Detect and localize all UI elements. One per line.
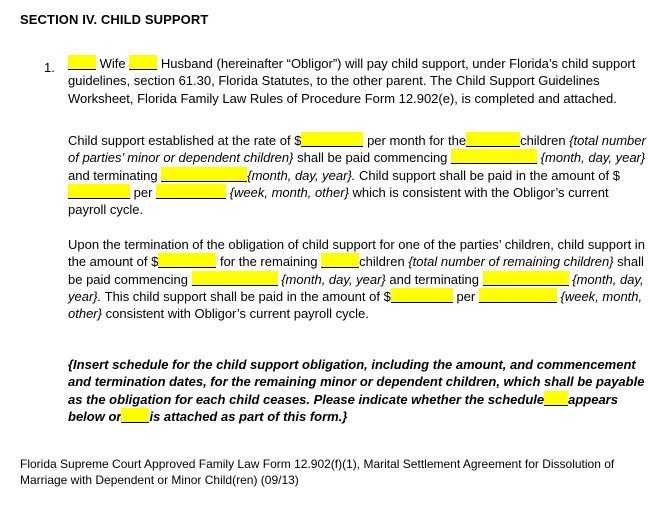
period-field[interactable] (156, 184, 226, 199)
paragraph-remaining-children (68, 236, 648, 322)
form-footer: Florida Supreme Court Approved Family Law Form 12.902(f)(1), Marital Settlement Agreement for Dissolution of Marriage with Dependent or Minor Child(ren) (09/13) (20, 457, 615, 487)
remaining-per-text: per (456, 288, 476, 304)
item-number: 1. (44, 60, 55, 75)
section-heading: SECTION IV. CHILD SUPPORT (20, 12, 209, 27)
commencing-date-field[interactable] (451, 149, 537, 164)
wife-checkbox-blank[interactable] (68, 55, 96, 70)
per-text: per (133, 184, 153, 200)
schedule-attached-blank[interactable] (121, 408, 149, 423)
remaining-amount-field[interactable] (158, 253, 216, 268)
per-month-text: per month for the (367, 133, 467, 148)
commencing-text: shall be paid commencing (297, 150, 448, 166)
husband-checkbox-blank[interactable] (129, 55, 157, 70)
rate-amount-field[interactable] (301, 132, 363, 147)
remaining-period-hint: {week, month, other} (68, 288, 643, 322)
remaining-amount-text: This child support shall be paid in the amount of $ (104, 288, 391, 304)
remaining-text: for the remaining (219, 254, 318, 270)
terminating-date-hint: {month, day, year}. (247, 167, 356, 183)
remaining-period-field[interactable] (479, 288, 557, 303)
amount-text: Child support shall be paid in the amount of $ (359, 167, 620, 183)
amount-field[interactable] (68, 184, 130, 199)
children-count-field[interactable] (466, 132, 520, 147)
paragraph-child-support-rate (68, 132, 648, 218)
remaining-consistent-text: consistent with Obligor’s current payroll cycle. (105, 306, 369, 322)
commencing-date-hint: {month, day, year} (540, 150, 646, 166)
remaining-children-hint: {total number of remaining children} (408, 254, 614, 270)
rate-text: Child support established at the rate of $ (68, 133, 302, 148)
termination-text: Upon the termination of the obligation of child support for one of the parties’ children, child support in the amount of $ (68, 237, 645, 270)
terminating-text: and terminating (68, 167, 158, 183)
remaining-children-label: children (359, 254, 405, 270)
remaining-payment-field[interactable] (391, 288, 453, 303)
terminating-date-field[interactable] (161, 167, 247, 182)
remaining-commencing-date-hint: {month, day, year} (281, 271, 386, 287)
remaining-terminating-date-field[interactable] (483, 271, 569, 286)
children-count-hint: {total number of parties’ minor or dependent children} (68, 133, 646, 166)
remaining-children-field[interactable] (321, 253, 359, 268)
schedule-appears-below-blank[interactable] (544, 391, 568, 406)
period-hint: {week, month, other} (229, 184, 349, 200)
remaining-commencing-date-field[interactable] (192, 271, 278, 286)
appears-below-text: appears below or (68, 391, 618, 424)
attached-text: is attached as part of this form.} (149, 408, 348, 424)
obligor-text: Husband (hereinafter “Obligor”) will pay child support, under Florida’s child support guidelines, section 61.30, Florida Statutes, to the other parent. The Child Support Guidelines Worksheet, Florida Family Law Rules of Procedure Form 12.902(e), is completed and attached. (68, 56, 636, 106)
schedule-text: {Insert schedule for the child support obligation, including the amount, and commencement and termination dates, for the remaining minor or dependent children, which shall be payable as the obligation for each child ceases. Please indicate whether the schedule (68, 357, 645, 407)
remaining-terminating-date-hint: {month, day, year}. (68, 271, 644, 304)
paragraph-obligor (68, 55, 648, 107)
consistent-text: which is consistent with the Obligor’s current payroll cycle. (68, 184, 609, 218)
paragraph-schedule-instructions (68, 356, 648, 425)
wife-label: Wife (99, 56, 126, 71)
remaining-terminating-text: and terminating (389, 271, 480, 287)
remaining-commencing-text: shall be paid commencing (68, 254, 644, 287)
children-label: children (520, 133, 566, 148)
